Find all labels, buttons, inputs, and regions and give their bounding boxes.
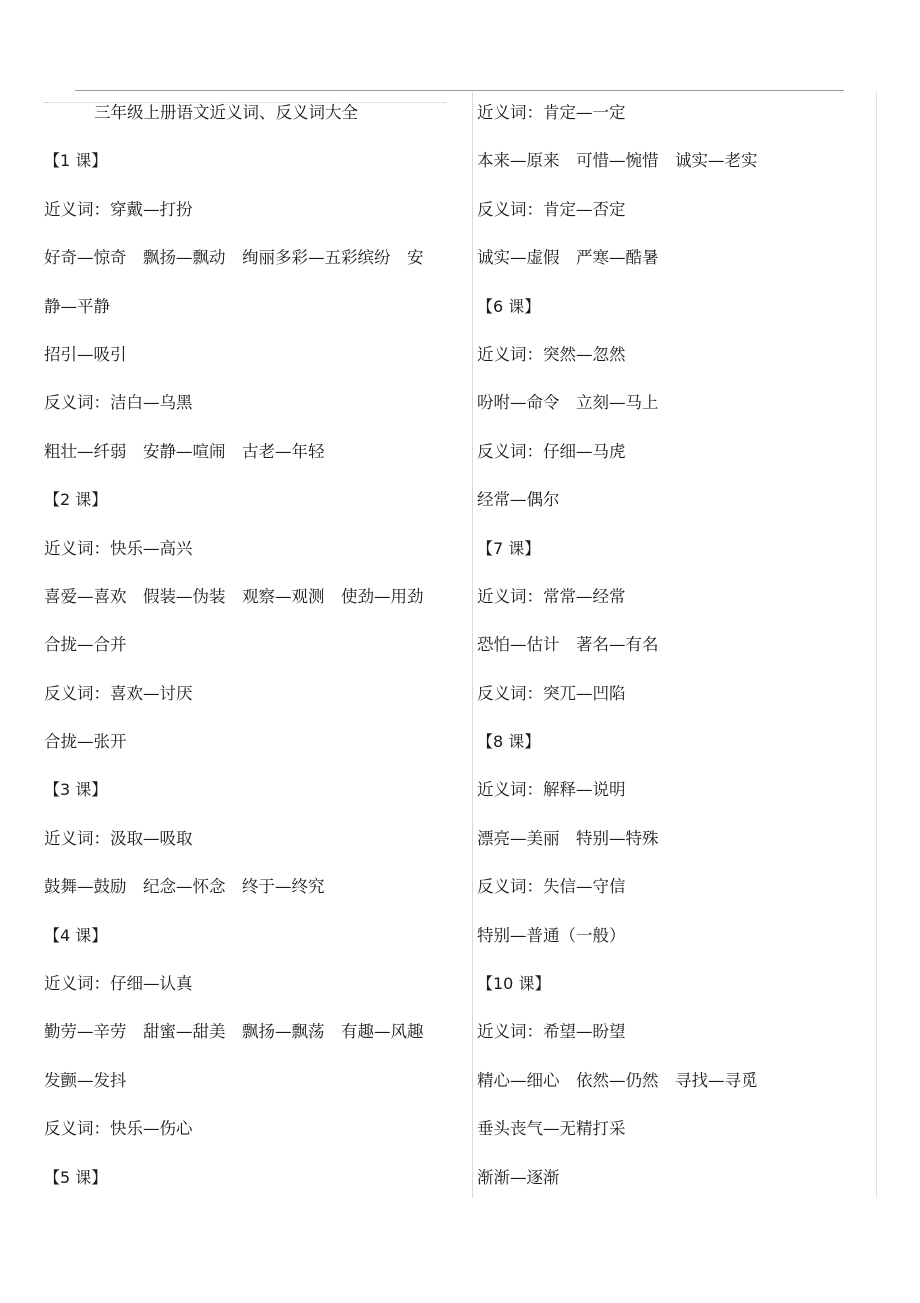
lesson-heading: 【5 课】 <box>44 1167 108 1187</box>
word-pair-line: 近义词：希望—盼望 <box>477 1022 626 1042</box>
word-pair-line: 反义词：喜欢—讨厌 <box>44 683 193 703</box>
word-pair-line: 吩咐—命令 立刻—马上 <box>477 393 659 413</box>
column-divider <box>472 92 473 1198</box>
word-pair-line: 喜爱—喜欢 假装—伪装 观察—观测 使劲—用劲 <box>44 586 424 606</box>
word-pair-line: 经常—偶尔 <box>477 490 560 510</box>
word-pair-line: 近义词：仔细—认真 <box>44 974 193 994</box>
word-pair-line: 精心—细心 依然—仍然 寻找—寻觅 <box>477 1070 758 1090</box>
word-pair-line: 诚实—虚假 严寒—酷暑 <box>477 248 659 268</box>
word-pair-line: 近义词：常常—经常 <box>477 586 626 606</box>
word-pair-line: 本来—原来 可惜—惋惜 诚实—老实 <box>477 151 758 171</box>
word-pair-line: 近义词：快乐—高兴 <box>44 538 193 558</box>
lesson-heading: 【1 课】 <box>44 151 108 171</box>
word-pair-line: 近义词：穿戴—打扮 <box>44 199 193 219</box>
lesson-heading: 【7 课】 <box>477 538 541 558</box>
lesson-heading: 【3 课】 <box>44 780 108 800</box>
word-pair-line: 反义词：仔细—马虎 <box>477 441 626 461</box>
word-pair-line: 渐渐—逐渐 <box>477 1167 560 1187</box>
word-pair-line: 合拢—张开 <box>44 732 127 752</box>
word-pair-line: 近义词：汲取—吸取 <box>44 828 193 848</box>
word-pair-line: 反义词：快乐—伤心 <box>44 1119 193 1139</box>
word-pair-line: 勤劳—辛劳 甜蜜—甜美 飘扬—飘荡 有趣—风趣 <box>44 1022 424 1042</box>
word-pair-line: 反义词：突兀—凹陷 <box>477 683 626 703</box>
word-pair-line: 漂亮—美丽 特别—特殊 <box>477 828 659 848</box>
word-pair-line: 鼓舞—鼓励 纪念—怀念 终于—终究 <box>44 877 325 897</box>
word-pair-line: 好奇—惊奇 飘扬—飘动 绚丽多彩—五彩缤纷 安 <box>44 248 424 268</box>
right-column <box>477 89 872 1202</box>
word-pair-line: 特别—普通（一般） <box>477 925 626 945</box>
right-margin-rule <box>876 92 877 1198</box>
lesson-heading: 【10 课】 <box>477 974 551 994</box>
word-pair-line: 招引—吸引 <box>44 344 127 364</box>
lesson-heading: 【2 课】 <box>44 490 108 510</box>
word-pair-line: 粗壮—纤弱 安静—喧闹 古老—年轻 <box>44 441 325 461</box>
lesson-heading: 【8 课】 <box>477 732 541 752</box>
word-pair-line: 反义词：失信—守信 <box>477 877 626 897</box>
lesson-heading: 【4 课】 <box>44 925 108 945</box>
word-pair-line: 反义词：洁白—乌黑 <box>44 393 193 413</box>
word-pair-line: 反义词：肯定—否定 <box>477 199 626 219</box>
word-pair-line: 近义词：肯定—一定 <box>477 103 626 122</box>
lesson-heading: 【6 课】 <box>477 296 541 316</box>
word-pair-line: 垂头丧气—无精打采 <box>477 1119 626 1139</box>
word-pair-line: 静—平静 <box>44 296 110 316</box>
left-column <box>44 89 464 1202</box>
word-pair-line: 近义词：突然—忽然 <box>477 344 626 364</box>
word-pair-line: 恐怕—估计 著名—有名 <box>477 635 659 655</box>
page-title: 三年级上册语文近义词、反义词大全 <box>94 103 358 122</box>
word-pair-line: 近义词：解释—说明 <box>477 780 626 800</box>
word-pair-line: 发颤—发抖 <box>44 1070 127 1090</box>
word-pair-line: 合拢—合并 <box>44 635 127 655</box>
